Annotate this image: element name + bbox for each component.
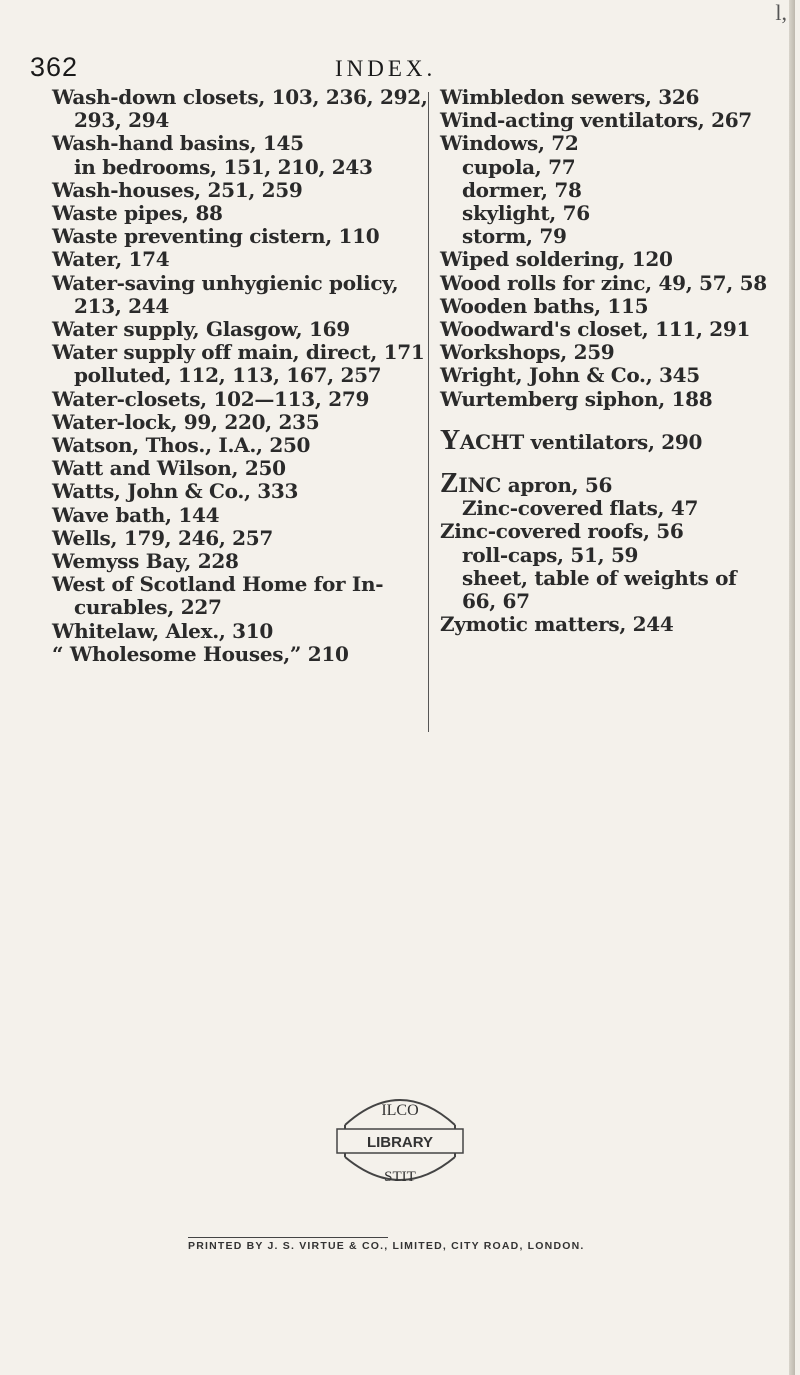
- section-z-heading: [440, 468, 780, 500]
- index-entry: West of Scotland Home for In-: [52, 572, 384, 597]
- running-head: INDEX.: [335, 56, 437, 81]
- index-entry: “ Wholesome Houses,” 210: [52, 641, 349, 666]
- index-entry: in bedrooms, 151, 210, 243: [74, 154, 373, 179]
- z-entries: [440, 497, 780, 636]
- index-entry: Watts, John & Co., 333: [52, 479, 299, 504]
- index-entry: Waste pipes, 88: [52, 201, 223, 226]
- index-entry: storm, 79: [462, 224, 567, 249]
- index-entry: Watt and Wilson, 250: [52, 456, 286, 481]
- page-edge: [789, 0, 795, 1375]
- drop-initial-z: Z: [440, 468, 459, 500]
- index-entry: skylight, 76: [462, 201, 590, 226]
- index-entry: Water-closets, 102—113, 279: [52, 386, 370, 411]
- imprint-rule: [188, 1237, 388, 1238]
- index-entry: Zinc-covered flats, 47: [462, 496, 699, 521]
- index-entry: Windows, 72: [440, 131, 579, 156]
- index-entry: Workshops, 259: [440, 340, 615, 365]
- stamp-bottom: STIT: [384, 1169, 416, 1185]
- index-entry: Wash-houses, 251, 259: [52, 177, 303, 202]
- index-entry: Water-lock, 99, 220, 235: [52, 409, 320, 434]
- index-entry: curables, 227: [74, 595, 222, 620]
- index-entry: Woodward's closet, 111, 291: [440, 317, 751, 342]
- index-entry: Water supply off main, direct, 171: [52, 340, 425, 365]
- index-entry: roll-caps, 51, 59: [462, 542, 639, 567]
- index-entry: Wood rolls for zinc, 49, 57, 58: [440, 270, 767, 295]
- index-entry: Wimbledon sewers, 326: [440, 85, 700, 109]
- index-entry: Water-saving unhygienic policy,: [52, 270, 399, 295]
- index-entry: Zinc-covered roofs, 56: [440, 519, 684, 544]
- index-entry: Wemyss Bay, 228: [52, 549, 239, 574]
- index-entry: Watson, Thos., I.A., 250: [52, 433, 311, 458]
- index-column-left: [52, 85, 428, 666]
- index-entry: Wright, John & Co., 345: [440, 363, 700, 388]
- index-entry: Whitelaw, Alex., 310: [52, 618, 274, 643]
- stamp-top: ILCO: [381, 1102, 419, 1119]
- stamp-middle: LIBRARY: [366, 1134, 434, 1151]
- column-divider: [428, 92, 429, 732]
- section-y-heading: [440, 424, 780, 456]
- index-entry: Wash-hand basins, 145: [52, 131, 304, 156]
- section-y-text: ACHT ventilators, 290: [459, 429, 703, 454]
- section-z-text: INC apron, 56: [458, 473, 613, 498]
- index-entry: 293, 294: [74, 108, 170, 133]
- printer-imprint: PRINTED BY J. S. VIRTUE & CO., LIMITED, CITY ROAD, LONDON.: [188, 1240, 585, 1252]
- corner-mark: l,: [775, 0, 787, 25]
- index-entry: Water supply, Glasgow, 169: [52, 317, 350, 342]
- index-entry: Wind-acting ventilators, 267: [440, 108, 752, 133]
- index-entry: Wooden baths, 115: [440, 293, 649, 318]
- index-entry: Wash-down closets, 103, 236, 292,: [52, 85, 428, 109]
- index-entry: Wave bath, 144: [52, 502, 220, 527]
- library-stamp: [305, 1085, 495, 1195]
- index-entry: 213, 244: [74, 293, 170, 318]
- index-entry: cupola, 77: [462, 154, 576, 179]
- index-entry: Zymotic matters, 244: [440, 612, 674, 637]
- index-entry: Wiped soldering, 120: [440, 247, 673, 272]
- index-entry: polluted, 112, 113, 167, 257: [74, 363, 382, 388]
- index-entry: Water, 174: [52, 247, 170, 272]
- index-entry: 66, 67: [462, 589, 530, 614]
- index-entry: sheet, table of weights of: [462, 565, 737, 590]
- page-number: 362: [30, 52, 79, 82]
- index-entry: Waste preventing cistern, 110: [52, 224, 380, 249]
- w-entries: [440, 86, 780, 411]
- section-gap: [440, 411, 780, 431]
- index-entry: Wells, 179, 246, 257: [52, 525, 274, 550]
- section-gap: [440, 454, 780, 474]
- index-entry: Wurtemberg siphon, 188: [440, 386, 713, 411]
- index-entry: dormer, 78: [462, 177, 582, 202]
- index-column-right: [440, 86, 780, 636]
- drop-initial-y: Y: [440, 424, 460, 456]
